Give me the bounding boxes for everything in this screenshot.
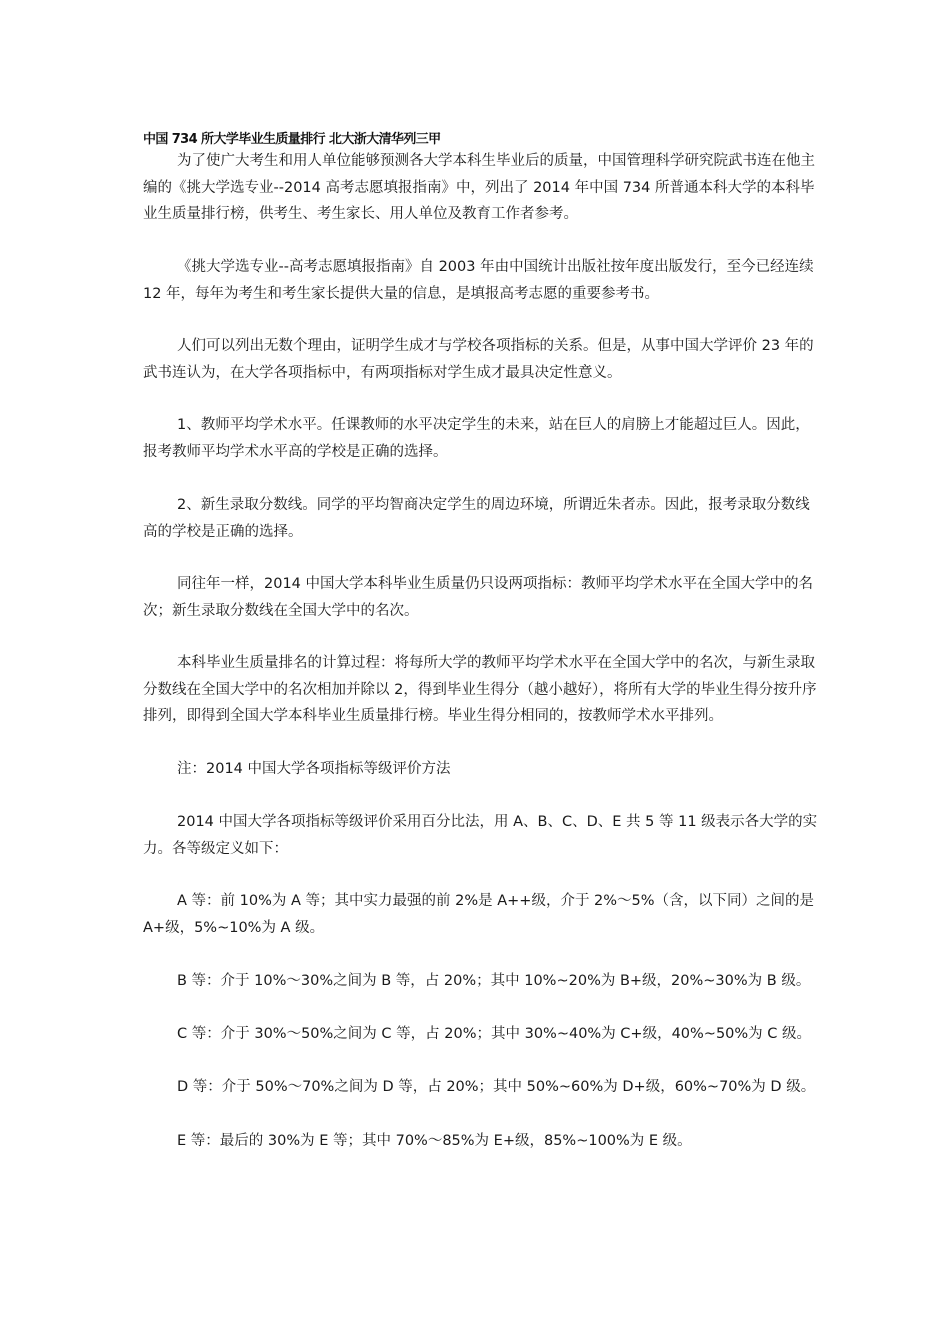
paragraph-grade-b: B 等：介于 10%～30%之间为 B 等，占 20%；其中 10%~20%为 B+级，20%~30%为 B 级。 — [177, 973, 811, 989]
document-title: 中国 734 所大学毕业生质量排行 北大浙大清华列三甲 — [143, 132, 441, 147]
paragraph-grade-c: C 等：介于 30%～50%之间为 C 等，占 20%；其中 30%~40%为 C+级，40%~50%为 C 级。 — [177, 1026, 812, 1042]
paragraph-guide-book: 《挑大学选专业--高考志愿填报指南》自 2003 年由中国统计出版社按年度出版发行，至今已经连续 12 年，每年为考生和考生家长提供大量的信息，是填报高考志愿的重要参考书。 — [143, 259, 814, 302]
paragraph-indicator-2: 2、新生录取分数线。同学的平均智商决定学生的周边环境，所谓近朱者赤。因此，报考录取分数线高的学校是正确的选择。 — [143, 497, 810, 540]
paragraph-grade-e: E 等：最后的 30%为 E 等；其中 70%～85%为 E+级，85%~100%为 E 级。 — [177, 1133, 692, 1149]
paragraph-calculation: 本科毕业生质量排名的计算过程：将每所大学的教师平均学术水平在全国大学中的名次，与新生录取分数线在全国大学中的名次相加并除以 2，得到毕业生得分（越小越好），将所有大学的毕业生得分按升序排列，即得到全国大学本科毕业生质量排行榜。毕业生得分相同的，按教师学术水平排列。 — [143, 655, 817, 724]
paragraph-same-as-past: 同往年一样，2014 中国大学本科毕业生质量仍只设两项指标：教师平均学术水平在全国大学中的名次；新生录取分数线在全国大学中的名次。 — [143, 576, 814, 619]
paragraph-reasons: 人们可以列出无数个理由，证明学生成才与学校各项指标的关系。但是，从事中国大学评价 23 年的武书连认为，在大学各项指标中，有两项指标对学生成才最具决定性意义。 — [143, 338, 814, 381]
paragraph-grading-method: 2014 中国大学各项指标等级评价采用百分比法，用 A、B、C、D、E 共 5 等 11 级表示各大学的实力。各等级定义如下： — [143, 814, 818, 857]
paragraph-intro: 为了使广大考生和用人单位能够预测各大学本科生毕业后的质量，中国管理科学研究院武书连在他主编的《挑大学选专业--2014 高考志愿填报指南》中，列出了 2014 年中国 734 所普通本科大学的本科毕业生质量排行榜，供考生、考生家长、用人单位及教育工作者参考。 — [143, 153, 815, 222]
paragraph-grade-d: D 等：介于 50%～70%之间为 D 等，占 20%；其中 50%~60%为 D+级，60%~70%为 D 级。 — [177, 1079, 816, 1095]
paragraph-indicator-1: 1、教师平均学术水平。任课教师的水平决定学生的未来，站在巨人的肩膀上才能超过巨人。因此，报考教师平均学术水平高的学校是正确的选择。 — [143, 417, 810, 460]
paragraph-note: 注：2014 中国大学各项指标等级评价方法 — [177, 761, 451, 777]
paragraph-grade-a: A 等：前 10%为 A 等；其中实力最强的前 2%是 A++级，介于 2%～5%（含，以下同）之间的是 A+级，5%~10%为 A 级。 — [143, 893, 815, 936]
